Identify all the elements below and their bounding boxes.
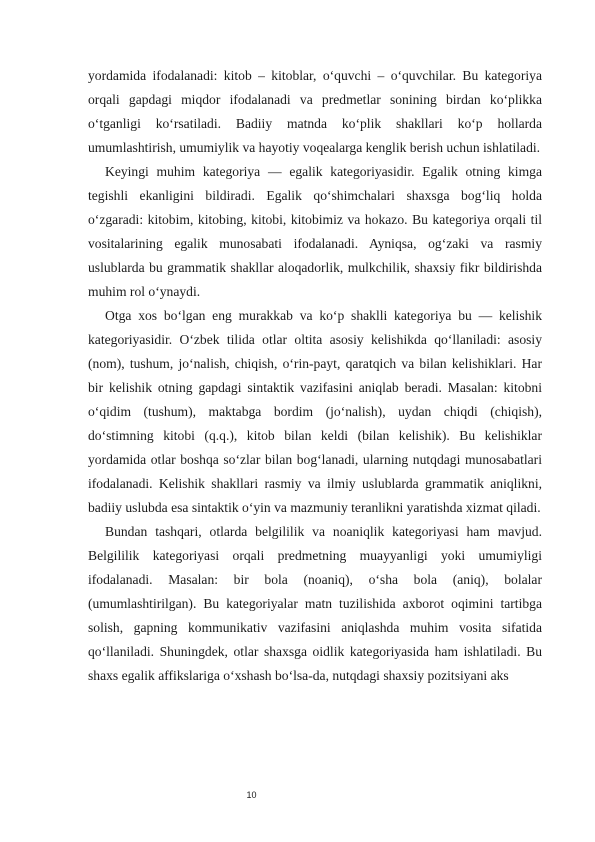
paragraph-case-category: Otga xos bo‘lgan eng murakkab va ko‘p shaklli kategoriya bu — kelishik kategoriyasidir. O‘zbek tilida otlar oltita asosiy kelishikda qo‘llaniladi: asosiy (nom), tushum, jo‘nalish, chiqish, o‘rin-payt, qaratqich va bilan kelishiklari. Har bir kelishik otning gapdagi sintaktik vazifasini aniqlab beradi. Masalan: kitobni o‘qidim (tushum), maktabga bordim (jo‘nalish), uydan chiqdi (chiqish), do‘stimning kitobi (q.q.), kitob bilan keldi (bilan kelishik). Bu kelishiklar yordamida otlar boshqa so‘zlar bilan bog‘lanadi, ularning nutqdagi munosabatlari ifodalanadi. Kelishik shakllari rasmiy va ilmiy uslublarda grammatik aniqlikni, badiiy uslubda esa sintaktik o‘yin va mazmuniy teranlikni yaratishda xizmat qiladi. (88, 308, 542, 515)
paragraph-possessive-category: Keyingi muhim kategoriya — egalik kategoriyasidir. Egalik otning kimga tegishli ekanligini bildiradi. Egalik qo‘shimchalari shaxsga bog‘liq holda o‘zgaradi: kitobim, kitobing, kitobi, kitobimiz va hokazo. Bu kategoriya orqali til vositalarining egalik munosabati ifodalanadi. Ayniqsa, og‘zaki va rasmiy uslublarda bu grammatik shakllar aloqadorlik, mulkchilik, shaxsiy fikr bildirishda muhim rol o‘ynaydi. (88, 164, 542, 299)
document-body (88, 64, 542, 688)
page-number: 10 (246, 790, 257, 800)
paragraph-definiteness-category: Bundan tashqari, otlarda belgililik va noaniqlik kategoriyasi ham mavjud. Belgililik kategoriyasi orqali predmetning muayyanligi yoki umumiyligi ifodalanadi. Masalan: bir bola (noaniq), o‘sha bola (aniq), bolalar (umumlashtirilgan). Bu kategoriyalar matn tuzilishida axborot oqimini tartibga solish, gapning kommunikativ vazifasini aniqlashda muhim vosita sifatida qo‘llaniladi. Shuningdek, otlar shaxsga oidlik kategoriyasida ham ishlatiladi. Bu shaxs egalik affikslariga o‘xshash bo‘lsa-da, nutqdagi shaxsiy pozitsiyani aks (88, 524, 542, 683)
paragraph-plural-category: yordamida ifodalanadi: kitob – kitoblar, o‘quvchi – o‘quvchilar. Bu kategoriya orqali gapdagi miqdor ifodalanadi va predmetlar sonining birdan ko‘plikka o‘tganligi ko‘rsatiladi. Badiiy matnda ko‘plik shakllari ko‘p hollarda umumlashtirish, umumiylik va hayotiy voqealarga kenglik berish uchun ishlatiladi. (88, 68, 542, 155)
